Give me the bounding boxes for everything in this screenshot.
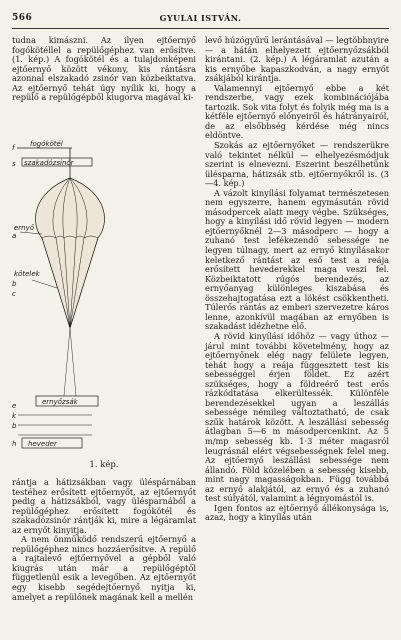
letter-k: k: [12, 412, 17, 420]
suspension-lines: [64, 328, 76, 396]
kotelek-label: kötelek: [14, 270, 40, 278]
ernyozsak-label: ernyőzsák: [42, 398, 78, 406]
letter-c: c: [12, 290, 16, 298]
letter-f: f: [12, 144, 15, 152]
left-column-bottom: [12, 478, 196, 602]
page-header: [12, 10, 389, 29]
right-column: [205, 36, 389, 523]
fogokotel-label: fogókötél: [30, 140, 63, 148]
paragraph: rántja a hátizsákban vagy üléspárnában testéhez erősített ejtőernyőt, az ejtőernyőt pedig a hátizsákból, vagy ülésparnából a repülőgéphez erősített fogókötél és szakadózsinór rántják ki, mire a légáramlat az ernyőt kinyitja.: [12, 477, 196, 535]
letter-e: e: [12, 402, 17, 410]
page-number: 566: [12, 13, 33, 23]
running-title: GYULAI ISTVÁN.: [159, 13, 242, 23]
paragraph: A nem önműködő rendszerű ejtőernyő a repülőgéphez nincs hozzáerősítve. A repülő a rajtalevő ejtőernyővel a gépből való kiugrás után már a repülőgéptől függetlenül esik a levegőben. Az ejtőernyőt egy kisebb segédejtőernyő nyitja ki, amelyet a repülőnek magának kell a mellén: [12, 534, 196, 602]
kotelek-pointer: [32, 280, 57, 288]
letter-b2: b: [12, 422, 17, 430]
canopy: [35, 178, 104, 328]
letter-h: h: [12, 440, 17, 448]
paragraph: A vázolt kinyílási folyamat természetesen nem egyszerre, hanem egymásután rövid másodpercek alatt megy végbe. Szükséges, hogy a kinyílási idő rövid legyen — modern ejtőernyőknél 2—3 másodperc — hogy a zuhanó test lefékezendő sebessége ne legyen túlnagy, mert az ernyő kinyílásakor keletkező rántást az eső test a reája erősített hevederekkel maga veszi fel. Közbeiktatott rúgós berendezés, az ernyőanyag különleges kiszabása és összehajtogatása ezt a lökést csökkentheti. Túlerős rántás az emberi szervezetre káros lenne, azonkívül magában az ernyőben is szakadást idézhetne elő.: [205, 187, 389, 332]
paragraph: Valamennyi ejtőernyő ebbe a két rendszerbe, vagy ezek kombinációjába tartozik. Sok vita folyt és folyik még ma is a kétféle ejtőernyő előnyeiről és hátrányairól, de az elsőbbség kérdése még nincs eldöntve.: [205, 82, 389, 141]
harness-lines: [18, 415, 92, 435]
parachute-figure: [12, 138, 196, 456]
letter-a: a: [12, 232, 17, 240]
parachute-diagram: [12, 138, 196, 456]
paragraph: Szokás az ejtőernyőket — rendszerükre való tekintet nélkül — elhelyezésmódjuk szerint is elnevezni. Eszerint beszélhetünk ülésparna, hátizsák stb. ejtőernyőkről is. (3—4. kép.): [205, 140, 389, 189]
letter-b: b: [12, 280, 17, 288]
paragraph: A rövid kinyílási időhöz — vagy úthoz — járul mint további követelmény, hogy az ejtőernyőnek elég nagy felülete legyen, tehát hogy a reája függesztett test kis sebességgel érjen földet. Ez azért szükséges, hogy a földreérő test erős rázkódtatása elkerültessék. Különféle berendezésekkel ugyan a leszállás sebessége némileg változtatható, de csak szűk határok között. A leszállási sebesség átlagban 5—6 m másodpercenkint. Az 5 m/mp sebesség kb. 1·3 méter magasról leugrásnál elért végsebességnek felel meg. Az ejtőernyő leszállási sebessége nem állandó. Föld közelében a sebesség kisebb, mint nagy magasságokban. Függ továbbá az ernyő alakjától, az ernyő és a zuhanó test súlyától, valamint a légnyomástól is.: [205, 330, 389, 504]
paragraph: tudna kimászni. Az ilyen ejtőernyő fogókötéllel a repülőgéphez van erősítve. (1. kép.) A fogókötél és a tulajdonképeni ejtőernyő között vékony, kis rántásra azonnal elszakadó zsinór van közbeiktatva. Az ejtőernyő tehát úgy nyílik ki, hogy a repülő a repülőgépből kiugorva magával ki-: [12, 35, 196, 103]
letter-s: s: [12, 160, 16, 168]
paragraph: Igen fontos az ejtőernyő állékonysága is, azaz, hogy a kinyílás után: [205, 502, 389, 523]
szakado-label: szakadózsinór: [24, 159, 74, 167]
left-column-top: [12, 36, 196, 103]
figure-caption: 1. kép.: [89, 460, 119, 470]
heveder-label: heveder: [28, 440, 57, 448]
paragraph: levő húzógyűrű lerántásával — legtöbbnyire — a hátán elhelyezett ejtőernyőzsákból kirántani. (2. kép.) A légáramlat azután a kis ernyőbe kapaszkodván, a nagy ernyőt zsákjából kirántja.: [205, 35, 389, 84]
ernyo-label: ernyő: [14, 224, 35, 232]
